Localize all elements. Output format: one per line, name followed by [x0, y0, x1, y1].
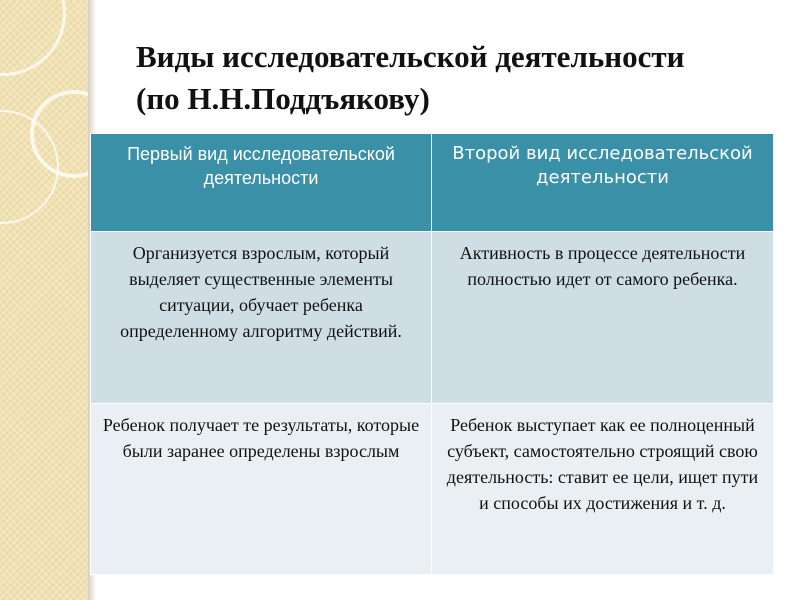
table-cell: Активность в процессе деятельности полностью идет от самого ребенка. — [432, 232, 774, 403]
table-header-first-type: Первый вид исследовательской деятельности — [91, 134, 432, 232]
table-header-row — [91, 134, 774, 232]
table-row — [91, 403, 774, 574]
table-cell: Организуется взрослым, который выделяет существенные элементы ситуации, обучает ребенка определенному алгоритму действий. — [91, 232, 432, 403]
comparison-table — [90, 133, 774, 575]
slide-title-line2: (по Н.Н.Поддъякову) — [136, 81, 430, 116]
decorative-ring — [0, 0, 66, 76]
slide-title-line1: Виды исследовательской деятельности — [136, 39, 685, 74]
table-cell: Ребенок получает те результаты, которые были заранее определены взрослым — [91, 403, 432, 574]
table-cell: Ребенок выступает как ее полноценный субъект, самостоятельно строящий свою деятельность: ставит ее цели, ищет пути и способы их достижения и т. д. — [432, 403, 774, 574]
decorative-side-band — [0, 0, 88, 600]
slide-title — [136, 36, 786, 120]
table-header-second-type: Второй вид исследовательской деятельности — [432, 134, 774, 232]
table-row — [91, 232, 774, 403]
